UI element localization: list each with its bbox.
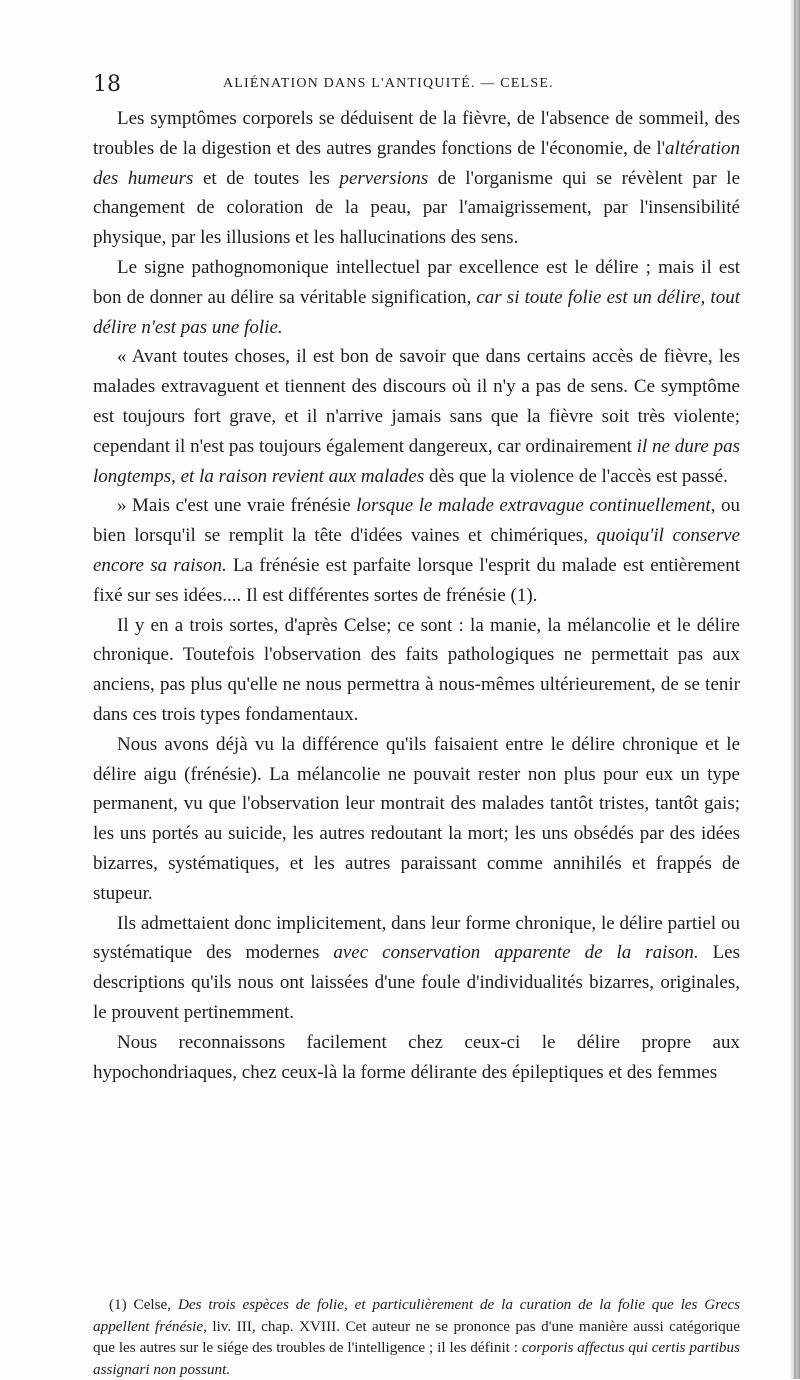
text-run: » Mais c'est une vraie frénésie bbox=[117, 495, 357, 517]
italic-text: perversions bbox=[339, 167, 429, 189]
body-text bbox=[93, 104, 740, 1087]
paragraph bbox=[93, 253, 740, 342]
text-run: Le signe pathognomonique intellectuel par excellence est le délire ; mais il est bon de donner au délire sa véritable signification, bbox=[93, 256, 740, 308]
paragraph bbox=[93, 909, 740, 1028]
text-run: liv. III, chap. XVIII. Cet auteur ne se prononce pas d'une manière aussi catégorique que les autres sur le siége des troubles de l'intelligence ; il les définit : bbox=[93, 1317, 740, 1356]
text-run: dès que la violence de l'accès est passé. bbox=[424, 465, 728, 487]
text-run: La frénésie est parfaite lorsque l'esprit du malade est entièrement fixé sur ses idées.... Il est différentes sortes de frénésie (1). bbox=[93, 554, 740, 606]
italic-text: corporis affectus qui certis partibus assignari non possunt. bbox=[93, 1339, 740, 1378]
italic-text: quoiqu'il conserve encore sa raison. bbox=[93, 525, 741, 576]
page-edge-shadow bbox=[790, 0, 800, 1379]
paragraph bbox=[93, 342, 740, 491]
text-run: , ou bien lorsqu'il se remplit la tête d'idées vaines et chimériques, bbox=[93, 495, 740, 547]
paragraph bbox=[93, 611, 740, 730]
text-run: (1) Celse, bbox=[109, 1296, 178, 1313]
page-number: 18 bbox=[93, 72, 121, 97]
binding-line bbox=[794, 0, 796, 1379]
italic-text: Des trois espèces de folie, et particulièrement de la curation de la folie que les Grecs appellent frénésie, bbox=[93, 1296, 741, 1335]
text-run: Il y en a trois sortes, d'après Celse; ce sont : la manie, la mélancolie et le délire chronique. Toutefois l'observation des faits pathologiques ne permettait pas aux anciens, pas plus qu'elle ne nous permettra à nous-mêmes ultérieurement, de se tenir dans ces trois types fondamentaux. bbox=[93, 614, 740, 725]
paragraph bbox=[93, 104, 740, 253]
text-run: Nous avons déjà vu la différence qu'ils faisaient entre le délire chronique et le délire aigu (frénésie). La mélancolie ne pouvait rester non plus pour eux un type permanent, vu que l'observation leur montrait des malades tantôt tristes, tantôt gais; les uns portés au suicide, les autres redoutant la mort; les uns obsédés par des idées bizarres, systématiques, et les autres paraissant comme annihilés et frappés de stupeur. bbox=[93, 733, 740, 904]
paragraph bbox=[93, 730, 740, 909]
text-run: de l'organisme qui se révèlent par le changement de coloration de la peau, par l'amaigrissement, par l'insensibilité physique, par les illusions et les hallucinations des sens. bbox=[93, 167, 740, 249]
footnote-1 bbox=[93, 1294, 740, 1380]
paragraph bbox=[93, 491, 740, 610]
page-header bbox=[93, 70, 733, 98]
italic-text: altération des humeurs bbox=[93, 137, 740, 189]
text-run: Nous reconnaissons facilement chez ceux-ci le délire propre aux hypochondriaques, chez ceux-là la forme délirante des épileptiques et des femmes bbox=[93, 1031, 740, 1083]
running-head: ALIÉNATION DANS L'ANTIQUITÉ. — CELSE. bbox=[223, 76, 554, 91]
paragraph bbox=[93, 1028, 740, 1088]
italic-text: car si toute folie est un délire, tout délire n'est pas une folie. bbox=[93, 286, 740, 338]
text-run: et de toutes les bbox=[193, 167, 340, 189]
footnotes bbox=[93, 1294, 740, 1380]
italic-text: il ne dure pas longtemps, et la raison revient aux malades bbox=[93, 435, 740, 487]
text-run: Les descriptions qu'ils nous ont laissées d'une foule d'individualités bizarres, originales, le prouvent pertinemment. bbox=[93, 942, 741, 1023]
italic-text: lorsque le malade extravague continuellement bbox=[356, 495, 711, 517]
text-run: Les symptômes corporels se déduisent de la fièvre, de l'absence de sommeil, des troubles de la digestion et des autres grandes fonctions de l'économie, de l' bbox=[93, 108, 740, 159]
text-run: « Avant toutes choses, il est bon de savoir que dans certains accès de fièvre, les malades extravaguent et tiennent des discours où il n'y a pas de sens. Ce symptôme est toujours fort grave, et il n'arrive jamais sans que la fièvre soit très violente; cependant il n'est pas toujours également dangereux, car ordinairement bbox=[93, 346, 740, 457]
italic-text: avec conservation apparente de la raison. bbox=[333, 942, 699, 964]
text-run: Ils admettaient donc implicitement, dans leur forme chronique, le délire partiel ou systématique des modernes bbox=[93, 912, 740, 964]
